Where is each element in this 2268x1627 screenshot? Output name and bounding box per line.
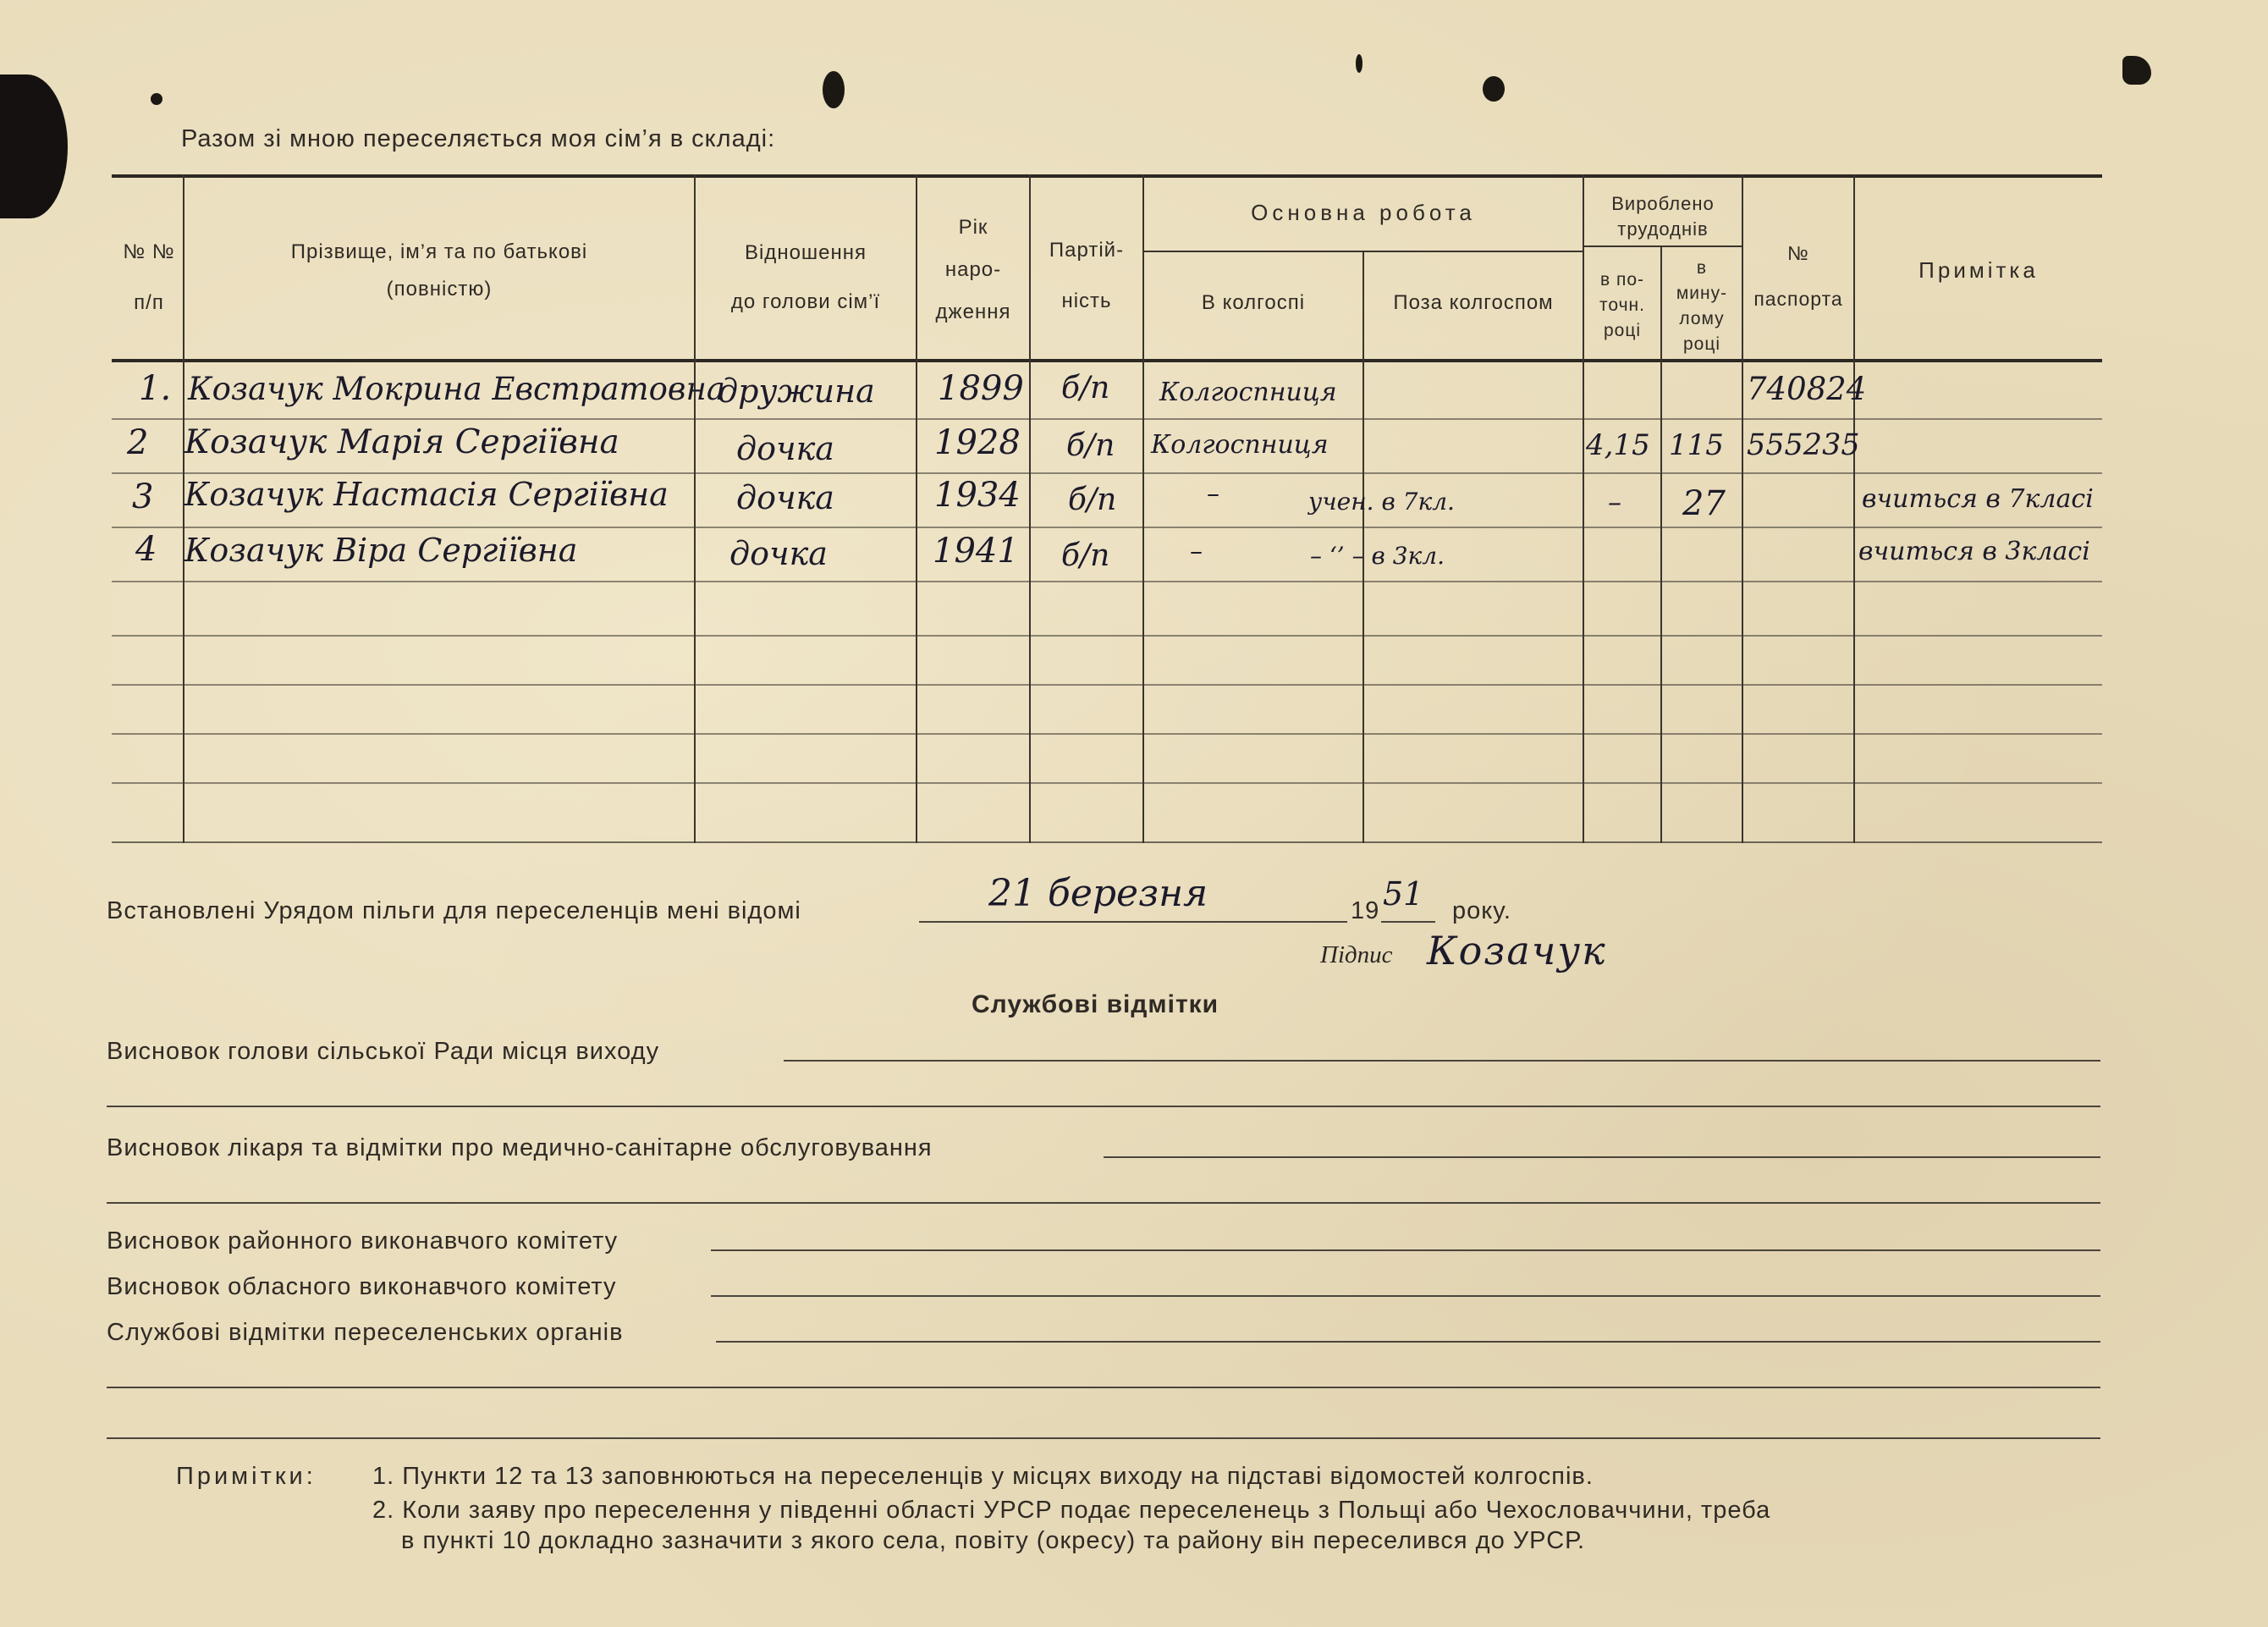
- row3-wd-current: –: [1608, 486, 1621, 518]
- row-rule: [112, 418, 2102, 420]
- signature-label: Підпис: [1320, 941, 1393, 968]
- row4-relation: дочка: [729, 535, 828, 572]
- col-divider: [1660, 245, 1662, 843]
- row4-num: 4: [135, 530, 157, 569]
- fill-line: [107, 1437, 2100, 1439]
- fill-line: [711, 1295, 2100, 1297]
- benefits-year-underline: [1381, 921, 1435, 923]
- row3-year: 1934: [934, 476, 1021, 515]
- benefits-year-prefix: 19: [1351, 897, 1380, 924]
- row-rule: [112, 635, 2102, 637]
- punch-hole: [823, 71, 845, 108]
- row3-party: б/п: [1068, 483, 1117, 517]
- benefits-label: Встановлені Урядом пільги для переселенців мені відомі: [107, 897, 801, 924]
- header-party: Партій- ність: [1049, 239, 1125, 312]
- row2-num: 2: [127, 423, 149, 462]
- row2-work-in: Колгоспниця: [1151, 430, 1329, 460]
- official-line-oblast: Висновок обласного виконавчого комітету: [107, 1273, 617, 1300]
- fill-line: [1104, 1156, 2100, 1158]
- col-divider: [1029, 174, 1031, 843]
- header-work: Основна робота: [1251, 200, 1476, 225]
- row1-year: 1899: [938, 369, 1024, 408]
- row4-note: вчиться в 3класі: [1858, 537, 2090, 566]
- row-rule: [112, 527, 2102, 528]
- fill-line: [711, 1249, 2100, 1251]
- header-year: Рік наро- дження: [935, 216, 1011, 323]
- benefits-date-underline: [919, 921, 1347, 923]
- row3-num: 3: [132, 477, 154, 516]
- header-name: Прізвище, ім’я та по батькові (повністю): [290, 240, 588, 301]
- fill-line: [107, 1106, 2100, 1107]
- row-rule: [112, 684, 2102, 686]
- row1-work-in: Колгоспниця: [1159, 378, 1337, 407]
- row3-name: Козачук Настасія Сергіївна: [184, 476, 669, 513]
- fill-line: [107, 1202, 2100, 1204]
- official-line-resettlement: Службові відмітки переселенських органів: [107, 1319, 624, 1346]
- workdays-subheader-line: [1583, 245, 1742, 247]
- row-rule: [112, 841, 2102, 843]
- fill-line: [784, 1060, 2100, 1062]
- benefits-year-suffix: 51: [1383, 875, 1424, 913]
- signature: Козачук: [1427, 928, 1607, 973]
- row-rule: [112, 733, 2102, 735]
- torn-edge: [0, 74, 68, 218]
- header-workdays: Вироблено трудоднів: [1611, 193, 1715, 240]
- table-header-bottom: [112, 359, 2102, 362]
- col-divider: [694, 174, 696, 843]
- note-2b: в пункті 10 докладно зазначити з якого села, повіту (окресу) та району він переселився до УРСР.: [401, 1527, 1586, 1554]
- row4-party: б/п: [1061, 538, 1110, 573]
- official-line-doctor: Висновок лікаря та відмітки про медично-санітарне обслуговування: [107, 1134, 933, 1161]
- row1-relation: дружина: [718, 372, 875, 410]
- header-wd-current: в по- точн. році: [1599, 270, 1645, 340]
- punch-hole: [2122, 56, 2151, 85]
- row-rule: [112, 472, 2102, 474]
- intro-text: Разом зі мною переселяється моя сім’я в складі:: [181, 125, 776, 152]
- row2-passport: 555235: [1747, 428, 1860, 462]
- row3-relation: дочка: [736, 479, 834, 516]
- header-wd-last: в мину- лому році: [1676, 258, 1728, 354]
- col-divider: [1853, 174, 1855, 843]
- header-passport: № паспорта: [1753, 242, 1843, 310]
- row2-name: Козачук Марія Сергіївна: [184, 423, 619, 461]
- header-work-out: Поза колгоспом: [1393, 291, 1554, 314]
- punch-hole: [1483, 76, 1505, 102]
- row1-num: 1.: [139, 369, 172, 408]
- header-work-in: В колгоспі: [1201, 291, 1306, 314]
- header-num: № № п/п: [123, 240, 175, 314]
- punch-hole: [1356, 54, 1362, 73]
- row4-work-out: – ‘’ – в 3кл.: [1310, 542, 1445, 570]
- row2-wd-last: 115: [1669, 428, 1724, 462]
- row1-party: б/п: [1061, 371, 1110, 405]
- punch-hole: [151, 93, 162, 105]
- benefits-date: 21 березня: [988, 872, 1208, 915]
- col-divider: [1742, 174, 1743, 843]
- row-rule: [112, 782, 2102, 784]
- official-line-district: Висновок районного виконавчого комітету: [107, 1227, 619, 1255]
- note-2a: 2. Коли заяву про переселення у південні області УРСР подає переселенець з Польщі або Чехословаччини, треба: [372, 1497, 1771, 1524]
- row4-work-in: –: [1190, 537, 1203, 566]
- row4-name: Козачук Віра Сергіївна: [184, 532, 578, 569]
- col-divider: [916, 174, 917, 843]
- benefits-year-word: року.: [1452, 897, 1511, 924]
- row2-year: 1928: [934, 423, 1021, 462]
- col-divider: [1142, 174, 1144, 843]
- header-note: Примітка: [1918, 257, 2039, 283]
- notes-label: Примітки:: [176, 1463, 317, 1490]
- official-line-village: Висновок голови сільської Ради місця виходу: [107, 1038, 660, 1065]
- row1-name: Козачук Мокрина Евстратовна: [188, 371, 725, 407]
- row4-year: 1941: [933, 532, 1019, 571]
- row2-party: б/п: [1066, 428, 1115, 463]
- note-1: 1. Пункти 12 та 13 заповнюються на переселенців у місцях виходу на підставі відомостей колгоспів.: [372, 1463, 1594, 1490]
- row3-wd-last: 27: [1682, 484, 1726, 523]
- row2-relation: дочка: [736, 430, 834, 467]
- header-relation: Відношення до голови сім’ї: [730, 241, 881, 313]
- fill-line: [716, 1341, 2100, 1343]
- fill-line: [107, 1387, 2100, 1388]
- col-divider: [1583, 174, 1584, 843]
- table-top-border: [112, 174, 2102, 178]
- row3-note: вчиться в 7класі: [1862, 484, 2094, 514]
- row3-work-in: –: [1207, 479, 1219, 509]
- row1-passport: 740824: [1747, 371, 1867, 407]
- row-rule: [112, 581, 2102, 582]
- row3-work-out: учен. в 7кл.: [1308, 488, 1455, 516]
- row2-wd-current: 4,15: [1586, 428, 1650, 462]
- official-title: Службові відмітки: [972, 990, 1219, 1018]
